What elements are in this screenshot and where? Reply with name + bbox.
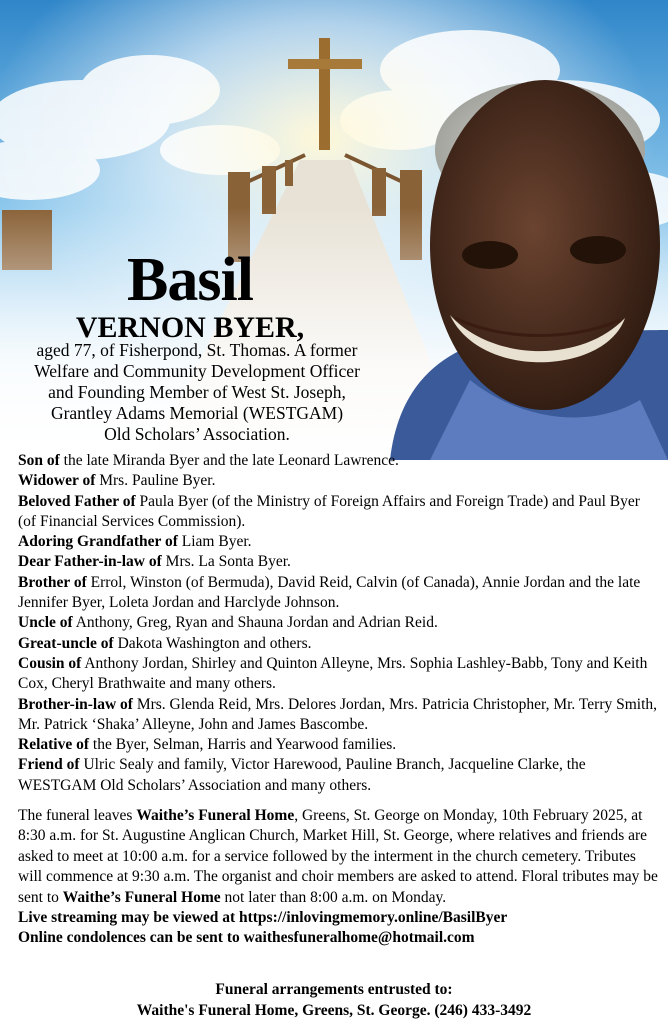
condolences-email[interactable]: Online condolences can be sent to waithesfuneralhome@hotmail.com [18, 929, 475, 947]
relation-item [18, 654, 658, 695]
relation-text: Mrs. Glenda Reid, Mrs. Delores Jordan, Mrs. Patricia Christopher, Mr. Terry Smith, Mr. Patrick ‘Shaka’ Alleyne, John and James Bascombe. [18, 695, 658, 733]
relation-item [18, 735, 658, 755]
relation-text: Paula Byer (of the Ministry of Foreign Affairs and Foreign Trade) and Paul Byer (of Financial Services Commission). [18, 492, 640, 530]
deceased-name [0, 246, 380, 344]
relation-item [18, 613, 658, 633]
relation-text: Anthony Jordan, Shirley and Quinton Alleyne, Mrs. Sophia Lashley-Babb, Tony and Keith Cox, Cheryl Brathwaite and many others. [18, 654, 648, 693]
relation-text: Anthony, Greg, Ryan and Shauna Jordan and Adrian Reid. [72, 614, 438, 632]
relation-label: Great-uncle of [18, 634, 114, 652]
footer-line: Waithe's Funeral Home, Greens, St. George. (246) 433-3492 [136, 1001, 532, 1019]
relation-item [18, 471, 658, 491]
relation-item [18, 492, 658, 533]
relation-text: Errol, Winston (of Bermuda), David Reid, Calvin (of Canada), Annie Jordan and the late Jennifer Byer, Loleta Jordan and Harclyde Johnson. [18, 573, 641, 612]
relation-text: Liam Byer. [177, 533, 252, 551]
funeral-text: , Greens, St. George on Monday, 10th February 2025, at 8:30 a.m. for St. Augustine Anglican Church, Market Hill, St. George, where relatives and friends are asked to meet at 10:00 a.m. for a service followed by the interment in the church cemetery. Tributes will commence at 9:30 a.m. The organist and choir members are asked to attend. Floral tributes may be sent to [18, 807, 658, 906]
intro-line: aged 77, of Fisherpond, St. Thomas. A former [36, 340, 358, 360]
relation-item [18, 634, 658, 654]
relation-label: Adoring Grandfather of [18, 533, 178, 551]
intro-line: Welfare and Community Development Officer [34, 361, 360, 381]
intro-line: Old Scholars’ Association. [104, 424, 290, 444]
relation-item [18, 451, 658, 471]
relations-list [18, 451, 658, 796]
relation-text: Dakota Washington and others. [113, 634, 312, 652]
surname: VERNON BYER, [75, 311, 305, 344]
intro-line: and Founding Member of West St. Joseph, [48, 382, 346, 402]
relation-label: Widower of [18, 472, 96, 490]
footer-line: Funeral arrangements entrusted to: [215, 981, 453, 998]
intro-line: Grantley Adams Memorial (WESTGAM) [50, 403, 344, 423]
relation-text: the Byer, Selman, Harris and Yearwood families. [89, 736, 397, 754]
funeral-text: not later than 8:00 a.m. on Monday. [220, 888, 447, 906]
relation-text: the late Miranda Byer and the late Leonard Lawrence. [59, 452, 399, 469]
funeral-home-name: Waithe’s Funeral Home [62, 888, 221, 906]
relation-label: Beloved Father of [18, 492, 136, 510]
funeral-text: The funeral leaves [18, 807, 137, 824]
relation-text: Ulric Sealy and family, Victor Harewood, Pauline Branch, Jacqueline Clarke, the WESTGAM Old Scholars’ Association and many others. [18, 756, 586, 794]
relation-label: Brother of [18, 573, 87, 591]
relation-label: Friend of [18, 756, 80, 774]
relation-item [18, 695, 658, 736]
relation-item [18, 573, 658, 614]
relation-item [18, 755, 658, 796]
funeral-paragraph [18, 806, 658, 908]
relation-label: Cousin of [18, 654, 82, 672]
relation-label: Son of [18, 452, 60, 469]
relation-label: Dear Father-in-law of [18, 553, 162, 571]
relation-text: Mrs. Pauline Byer. [95, 472, 216, 490]
relation-item [18, 532, 658, 552]
relation-label: Uncle of [18, 614, 73, 632]
funeral-home-name: Waithe’s Funeral Home [136, 807, 295, 824]
intro-text [12, 340, 382, 445]
relation-label: Brother-in-law of [18, 695, 133, 713]
footer [0, 980, 668, 1021]
relation-label: Relative of [18, 736, 90, 754]
relation-text: Mrs. La Sonta Byer. [161, 553, 291, 571]
first-name: Basil [127, 246, 253, 314]
livestream-link[interactable]: Live streaming may be viewed at https://inlovingmemory.online/BasilByer [18, 909, 508, 927]
funeral-details [18, 806, 658, 949]
relation-item [18, 552, 658, 572]
